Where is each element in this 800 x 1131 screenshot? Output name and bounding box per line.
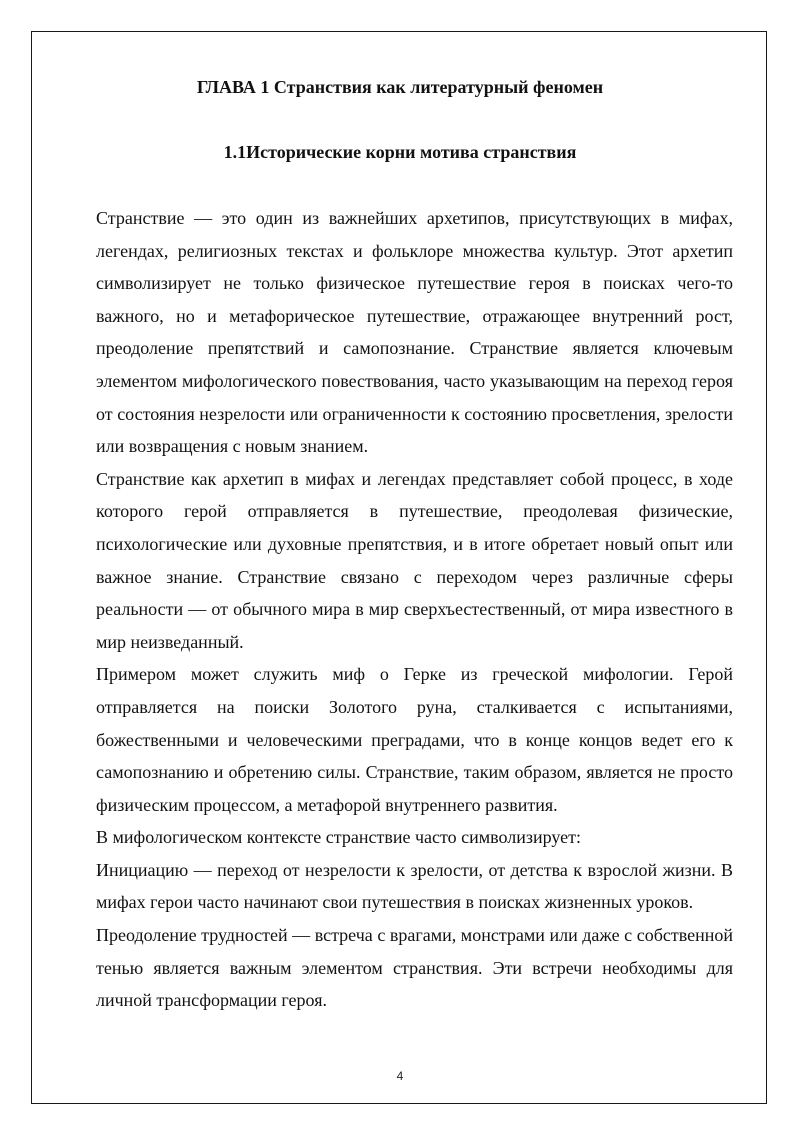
paragraph: Странствие — это один из важнейших архетипов, присутствующих в мифах, легендах, религиозных текстах и фольклоре множества культур. Этот архетип символизирует не только физическое путешествие героя в поисках чего-то важного, но и метафорическое путешествие, отражающее внутренний рост, преодоление препятствий и самопознание. Странствие является ключевым элементом мифологического повествования, часто указывающим на переход героя от состояния незрелости или ограниченности к состоянию просветления, зрелости или возвращения с новым знанием. xyxy=(96,208,733,457)
body-text xyxy=(96,202,733,1017)
paragraph: Примером может служить миф о Герке из греческой мифологии. Герой отправляется на поиски Золотого руна, сталкивается с испытаниями, божественными и человеческими преградами, что в конце концов ведет его к самопознанию и обретению силы. Странствие, таким образом, является не просто физическим процессом, а метафорой внутреннего развития. xyxy=(96,664,733,815)
paragraph: Странствие как архетип в мифах и легендах представляет собой процесс, в ходе которого герой отправляется в путешествие, преодолевая физические, психологические или духовные препятствия, и в итоге обретает новый опыт или важное знание. Странствие связано с переходом через различные сферы реальности — от обычного мира в мир сверхъестественный, от мира известного в мир неизведанный. xyxy=(96,468,733,652)
paragraph: В мифологическом контексте странствие часто символизирует: xyxy=(96,827,581,848)
chapter-title: ГЛАВА 1 Странствия как литературный феномен xyxy=(196,77,604,97)
paragraph: Инициацию — переход от незрелости к зрелости, от детства к взрослой жизни. В мифах герои часто начинают свои путешествия в поисках жизненных уроков. xyxy=(96,859,733,913)
section-title: 1.1Исторические корни мотива странствия xyxy=(223,142,577,162)
paragraph: Преодоление трудностей — встреча с врагами, монстрами или даже с собственной тенью является важным элементом странствия. Эти встречи необходимы для личной трансформации героя. xyxy=(96,925,733,1011)
page-number: 4 xyxy=(396,1069,404,1083)
